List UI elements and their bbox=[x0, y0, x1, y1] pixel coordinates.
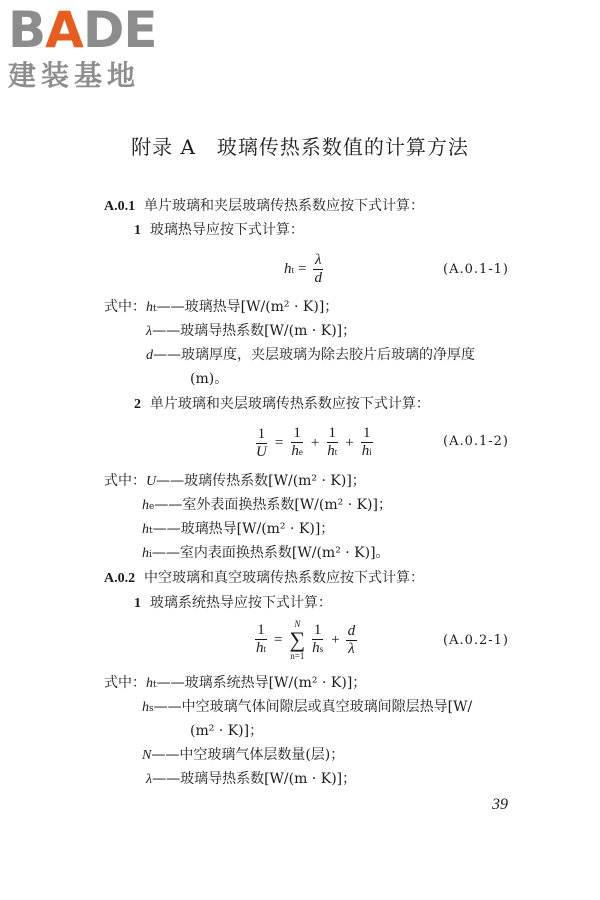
section-a01 bbox=[104, 196, 424, 217]
where-line: (m² · K)]； bbox=[190, 723, 264, 739]
equation-a011: h t = $\frac{\lambda}{d}$ bbox=[284, 252, 322, 286]
where-line: 式中：ht——玻璃系统热导[W/(m² · K)]； bbox=[104, 675, 367, 691]
section-a02: A.0.2 中空玻璃和真空玻璃传热系数应按下式计算： bbox=[104, 570, 425, 586]
equation-label: (A.0.1-1) bbox=[443, 262, 510, 277]
item-1: 1 玻璃热导应按下式计算： bbox=[134, 222, 304, 238]
equation-label: (A.0.1-2) bbox=[443, 434, 510, 449]
where-line: λ——玻璃导热系数[W/(m · K)]； bbox=[146, 323, 357, 339]
logo-brand: BADE bbox=[8, 1, 157, 59]
where-line: ht——玻璃热导[W/(m² · K)]； bbox=[142, 521, 335, 537]
where-line: hs——中空玻璃气体间隙层或真空玻璃间隙层热导[W/ bbox=[142, 699, 473, 715]
page-title: 附录 A 玻璃传热系数值的计算方法 bbox=[131, 135, 469, 159]
where-line: he——室外表面换热系数[W/(m² · K)]； bbox=[142, 497, 392, 513]
item-2: 2 单片玻璃和夹层玻璃传热系数应按下式计算： bbox=[134, 396, 430, 412]
item-3: 1 玻璃系统热导应按下式计算： bbox=[134, 595, 332, 611]
equation-label: (A.0.2-1) bbox=[443, 633, 510, 648]
page-number: 39 bbox=[492, 796, 508, 813]
where-line: N——中空玻璃气体层数量(层)； bbox=[142, 747, 345, 763]
where-line: 式中：ht——玻璃热导[W/(m² · K)]； bbox=[104, 299, 339, 315]
where-line: λ——玻璃导热系数[W/(m · K)]； bbox=[146, 771, 357, 787]
logo-brand-accent: A bbox=[45, 1, 83, 59]
where-line: 式中：U——玻璃传热系数[W/(m² · K)]； bbox=[104, 473, 366, 489]
section-number: A.0.1 bbox=[104, 199, 136, 214]
logo-subtitle: 建装基地 bbox=[8, 59, 141, 92]
section-text: 单片玻璃和夹层玻璃传热系数应按下式计算： bbox=[144, 198, 425, 214]
where-line: hi——室内表面换热系数[W/(m² · K)]。 bbox=[142, 545, 390, 561]
equation-a021: $\frac{1}{ht}$ = N ∑ n=1 $\frac{1}{hs}$ + $\frac{d}{\lambda}$ bbox=[256, 619, 356, 661]
where-line: d——玻璃厚度，夹层玻璃为除去胶片后玻璃的净厚度 bbox=[146, 347, 475, 363]
where-line: (m)。 bbox=[190, 371, 229, 387]
equation-a012: $\frac{1}{U}$ = $\frac{1}{he}$ + $\frac{1}{ht}$ + $\frac{1}{hi}$ bbox=[256, 425, 372, 460]
